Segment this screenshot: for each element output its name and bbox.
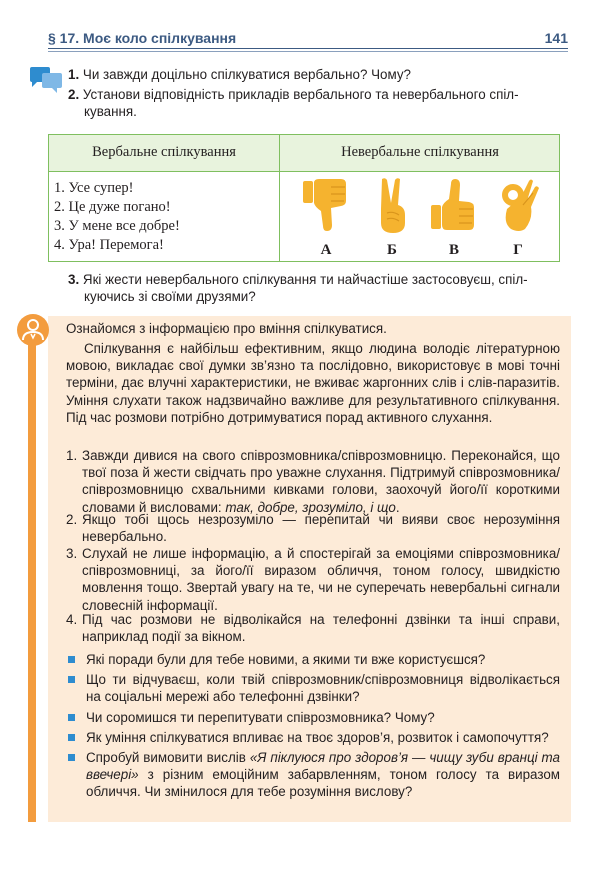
gesture-b <box>367 175 417 259</box>
info-accent-bar <box>28 334 36 822</box>
verbal-item: 1. Усе супер! <box>54 180 134 196</box>
bullet-text: Які поради були для тебе новими, а якими ти вже користуєшся? <box>86 652 486 667</box>
question-3-text: Які жести невербального спілкування ти найчастіше застосовуєш, спіл- <box>82 272 528 287</box>
gesture-letter: В <box>448 242 459 258</box>
advice-tail: . <box>395 499 400 515</box>
table-header-nonverbal: Невербальне спілкування <box>341 144 499 160</box>
section-title: § 17. Моє коло спілкування <box>48 30 237 46</box>
gesture-d <box>493 175 543 259</box>
advice-number: 2. <box>66 512 78 527</box>
advice-item <box>66 545 560 614</box>
bullet-item <box>66 749 560 801</box>
question-2-text: Установи відповідність прикладів вербального та невербального спіл- <box>82 87 519 102</box>
gesture-letter: А <box>320 242 332 258</box>
info-intro: Ознайомся з інформацією про вміння спілкуватися. <box>66 321 387 336</box>
verbal-item: 2. Це дуже погано! <box>54 199 171 215</box>
bullet-text: Чи соромишся ти перепитувати співрозмовника? Чому? <box>86 709 435 725</box>
question-1 <box>68 66 568 83</box>
advice-item <box>66 511 560 545</box>
bullet-square-icon <box>68 656 75 663</box>
page-number: 141 <box>544 30 568 46</box>
info-paragraph: Спілкування є найбільш ефективним, якщо людина володіє літературною мовою, викладає свої думки зв’язно та послідовно, використовує в мові точні терміни, дає влучні характеристики, не вживає жаргонних слів і слів-паразитів. Уміння слухати також надзвичайно важливе для результативного спілкування. Під час розмови потрібно дотримуватися порад активного слухання. <box>66 341 560 425</box>
header-rule <box>48 48 568 49</box>
bullet-square-icon <box>68 676 75 683</box>
gesture-letter: Г <box>513 242 523 258</box>
bullet-quote: «Я піклуюся про здоров’я — чищу зуби вранці та ввечері» <box>86 750 560 783</box>
advice-list-2 <box>66 511 560 545</box>
bullet-text: Спробуй вимовити вислів <box>86 750 250 766</box>
ok-hand-icon <box>493 175 543 235</box>
advice-text: Завжди дивися на свого співрозмовника/співрозмовницю. Переконайся, що твої поза й жести свідчать про уважне слухання. Підтримуй співрозмовника/співрозмовницю схвальними кивками голови, заохочуй його/її короткими словами й висловами: <box>82 448 560 515</box>
bullet-text-tail: з різним емоційним забарвленням, тоном голосу та виразом обличчя. Чи змінилося для тебе розуміння вислову? <box>86 767 560 800</box>
thumbs-down-icon <box>301 175 351 235</box>
bullet-item <box>66 729 560 746</box>
bullet-item <box>66 709 560 726</box>
question-2-number: 2. <box>68 87 80 102</box>
advice-text: Слухай не лише інформацію, а й спостерігай за емоціями співрозмовника/співрозмовниці, за його/її виразом обличчя, тоном голосу, швидкістю мовлення тощо. Звертай увагу на те, чи не суперечать невербальні сигнали словесній інформації. <box>82 546 560 613</box>
bullet-square-icon <box>68 734 75 741</box>
question-bullets <box>66 651 560 804</box>
question-3 <box>68 271 568 305</box>
thumbs-up-icon <box>429 175 479 235</box>
advice-number: 3. <box>66 546 78 561</box>
gesture-a <box>301 175 351 259</box>
question-3-number: 3. <box>68 272 80 287</box>
question-2 <box>68 86 568 120</box>
bullet-text: Як уміння спілкуватися впливає на твоє здоров’я, розвиток і самопочуття? <box>86 729 549 745</box>
advice-italic: так, добре, зрозуміло, і що <box>225 499 396 515</box>
page-header <box>48 28 568 50</box>
bullet-square-icon <box>68 754 75 761</box>
gesture-letter: Б <box>387 242 397 258</box>
bullet-square-icon <box>68 714 75 721</box>
advice-text: Під час розмови не відволікайся на телефонні дзвінки та інші справи, наприклад події за вікном. <box>82 612 560 645</box>
verbal-item: 3. У мене все добре! <box>54 218 180 234</box>
bullet-item <box>66 671 560 705</box>
advice-list-4 <box>66 611 560 645</box>
question-1-number: 1. <box>68 67 80 82</box>
chat-bubbles-icon <box>28 66 64 96</box>
gesture-c <box>429 175 479 259</box>
advice-number: 4. <box>66 612 78 627</box>
advice-list-1 <box>66 447 560 516</box>
question-2-text-cont: кування. <box>84 104 137 119</box>
advice-list-3 <box>66 545 560 614</box>
header-rule-thin <box>48 51 568 52</box>
advice-item <box>66 447 560 516</box>
matching-table <box>48 134 560 262</box>
advice-text: Якщо тобі щось незрозуміло — перепитай чи вияви своє нерозуміння невербально. <box>82 512 560 545</box>
question-1-text: Чи завжди доцільно спілкуватися вербально? Чому? <box>82 67 411 82</box>
advice-item <box>66 611 560 645</box>
bullet-item <box>66 651 560 668</box>
victory-hand-icon <box>367 175 417 235</box>
advice-number: 1. <box>66 448 78 463</box>
bullet-text: Що ти відчуваєш, коли твій співрозмовник/співрозмовниця відволікається на соціальні мережі або телефонні дзвінки? <box>86 672 560 705</box>
verbal-item: 4. Ура! Перемога! <box>54 237 164 253</box>
table-header-verbal: Вербальне спілкування <box>92 144 236 160</box>
question-3-text-cont: куючись зі своїми друзями? <box>84 289 256 304</box>
verbal-examples <box>54 179 180 255</box>
person-info-icon <box>17 314 49 346</box>
